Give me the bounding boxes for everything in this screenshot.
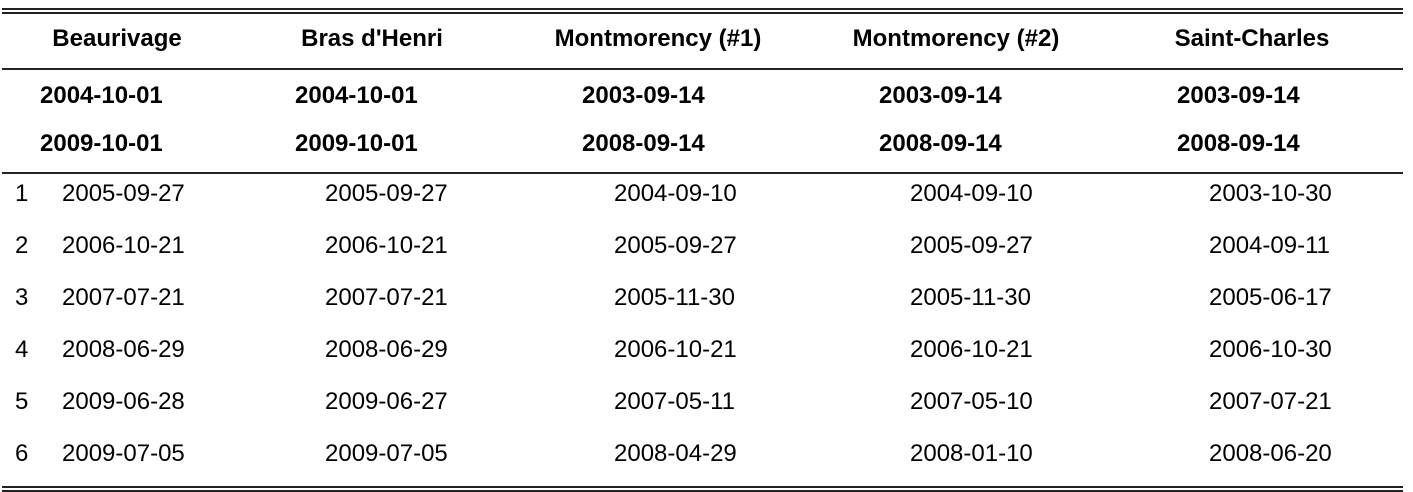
cell-beaurivage: 2009-06-28 [62, 388, 185, 415]
cell-montmorency-1: 2006-10-21 [614, 336, 737, 363]
end-date-beaurivage: 2009-10-01 [40, 130, 163, 157]
cell-bras-dhenri: 2005-09-27 [325, 180, 448, 207]
cell-saint-charles: 2005-06-17 [1209, 284, 1332, 311]
row-number: 5 [15, 388, 29, 415]
table-row [2, 382, 1403, 434]
cell-montmorency-2: 2005-11-30 [910, 284, 1031, 311]
end-date-montmorency-1: 2008-09-14 [582, 130, 705, 157]
cell-saint-charles: 2008-06-20 [1209, 440, 1332, 467]
end-date-saint-charles: 2008-09-14 [1177, 130, 1300, 157]
cell-saint-charles: 2004-09-11 [1209, 232, 1330, 259]
table-row [2, 278, 1403, 330]
cell-montmorency-1: 2004-09-10 [614, 180, 737, 207]
data-table [2, 8, 1403, 492]
table-row [2, 226, 1403, 278]
end-date-bras-dhenri: 2009-10-01 [295, 130, 418, 157]
cell-bras-dhenri: 2009-07-05 [325, 440, 448, 467]
column-header-beaurivage: Beaurivage [52, 25, 182, 52]
cell-saint-charles: 2006-10-30 [1209, 336, 1332, 363]
cell-montmorency-1: 2005-09-27 [614, 232, 737, 259]
cell-montmorency-2: 2004-09-10 [910, 180, 1033, 207]
cell-bras-dhenri: 2007-07-21 [325, 284, 448, 311]
cell-bras-dhenri: 2009-06-27 [325, 388, 448, 415]
cell-beaurivage: 2008-06-29 [62, 336, 185, 363]
cell-beaurivage: 2006-10-21 [62, 232, 185, 259]
column-header-saint-charles: Saint-Charles [1174, 25, 1330, 52]
cell-montmorency-1: 2008-04-29 [614, 440, 737, 467]
row-number: 1 [15, 180, 29, 207]
cell-beaurivage: 2007-07-21 [62, 284, 185, 311]
table-row [2, 330, 1403, 382]
start-date-bras-dhenri: 2004-10-01 [295, 82, 418, 109]
cell-saint-charles: 2003-10-30 [1209, 180, 1332, 207]
cell-montmorency-2: 2007-05-10 [910, 388, 1033, 415]
cell-montmorency-2: 2006-10-21 [910, 336, 1033, 363]
table-row [2, 174, 1403, 226]
cell-montmorency-2: 2005-09-27 [910, 232, 1033, 259]
date-range-block [2, 70, 1403, 172]
cell-bras-dhenri: 2008-06-29 [325, 336, 448, 363]
table-row [2, 434, 1403, 486]
start-date-montmorency-2: 2003-09-14 [879, 82, 1002, 109]
cell-beaurivage: 2009-07-05 [62, 440, 185, 467]
cell-montmorency-1: 2007-05-11 [614, 388, 735, 415]
cell-bras-dhenri: 2006-10-21 [325, 232, 448, 259]
row-number: 6 [15, 440, 29, 467]
end-date-montmorency-2: 2008-09-14 [879, 130, 1002, 157]
column-header-bras-dhenri: Bras d'Henri [301, 25, 443, 52]
cell-beaurivage: 2005-09-27 [62, 180, 185, 207]
bottom-double-rule [2, 486, 1403, 492]
column-header-montmorency-1: Montmorency (#1) [554, 25, 762, 52]
start-date-montmorency-1: 2003-09-14 [582, 82, 705, 109]
row-number: 4 [15, 336, 29, 363]
row-number: 2 [15, 232, 29, 259]
column-header-montmorency-2: Montmorency (#2) [852, 25, 1060, 52]
cell-montmorency-2: 2008-01-10 [910, 440, 1033, 467]
column-header-row [2, 14, 1403, 68]
cell-montmorency-1: 2005-11-30 [614, 284, 735, 311]
table-body [2, 174, 1403, 486]
start-date-beaurivage: 2004-10-01 [40, 82, 163, 109]
start-date-saint-charles: 2003-09-14 [1177, 82, 1300, 109]
row-number: 3 [15, 284, 29, 311]
cell-saint-charles: 2007-07-21 [1209, 388, 1332, 415]
